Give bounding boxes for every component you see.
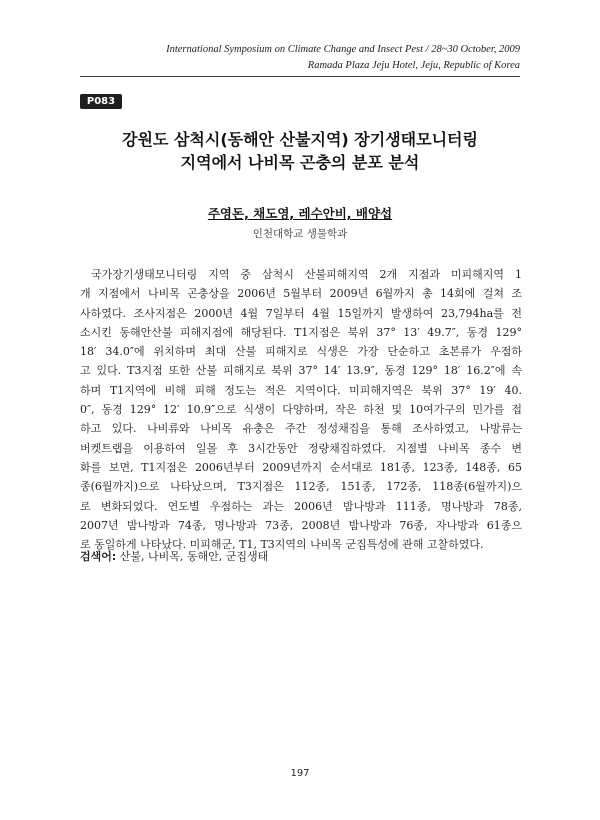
keywords — [80, 548, 268, 564]
abstract-line: 버켓트랩을 이용하여 일몰 후 3시간동안 정량채집하였다. 지점별 나비목 종수 변 — [80, 441, 522, 455]
abstract-line: 고 있다. T3지점 또한 산불 피해지로 북위 37° 14′ 13.9″, 동경 129° 18′ 16.2″에 속 — [80, 364, 522, 378]
abstract-line: 종(6월까지)으로 나타났으며, T3지점은 112종, 151종, 172종, 118종(6월까지)으 — [80, 480, 522, 494]
paper-title-line-1: 강원도 삼척시(동해안 산불지역) 장기생태모니터링 — [122, 130, 478, 149]
venue-header: Ramada Plaza Jeju Hotel, Jeju, Republic of Korea — [307, 60, 520, 71]
abstract-line: 사하였다. 조사지점은 2000년 4월 7일부터 4월 15일까지 발생하여 23,794ha를 전 — [80, 306, 522, 320]
keywords-text: 산불, 나비목, 동해안, 군집생태 — [119, 550, 269, 563]
conference-header: International Symposium on Climate Change and Insect Pest / 28~30 October, 2009 — [166, 44, 520, 55]
header-rule — [80, 76, 520, 77]
abstract-line: 2007년 밤나방과 74종, 명나방과 73종, 2008년 밤나방과 76종, 자나방과 61종으 — [80, 518, 522, 532]
page-number: 197 — [290, 768, 310, 779]
paper-code-badge: P083 — [80, 94, 122, 109]
abstract-line: 개 지점에서 나비목 곤충상을 2006년 5월부터 2009년 6월까지 총 14회에 걸쳐 조 — [80, 287, 522, 301]
abstract-line: 소시킨 동해안산불 피해지점에 해당된다. T1지점은 북위 37° 13′ 49.7″, 동경 129° — [80, 325, 522, 339]
abstract-line: 하며 T1지역에 비해 피해 정도는 적은 지역이다. 미피해지역은 북위 37° 19′ 40. — [80, 383, 522, 397]
keywords-label: 검색어: — [80, 550, 117, 563]
abstract-line: 로 변화되었다. 연도별 우점하는 과는 2006년 밤나방과 111종, 명나방과 78종, — [80, 499, 522, 513]
author-list — [0, 204, 600, 222]
abstract-body — [80, 265, 522, 554]
affiliation: 인천대학교 생물학과 — [252, 228, 348, 240]
authors-text: 주영돈, 채도영, 레수안비, 배양섭 — [207, 206, 393, 221]
abstract-line: 화를 보면, T1지점은 2006년부터 2009년까지 순서대로 181종, 123종, 148종, 65 — [80, 460, 522, 474]
abstract-line: 18′ 34.0″에 위치하며 최대 산불 피해지로 식생은 가장 단순하고 초본류가 우점하 — [80, 345, 522, 359]
paper-title-line-2: 지역에서 나비목 곤충의 분포 분석 — [180, 153, 420, 172]
abstract-line: 국가장기생태모니터링 지역 중 삼척시 산불피해지역 2개 지점과 미피해지역 1 — [91, 268, 522, 281]
abstract-line: 0″, 동경 129° 12′ 10.9″으로 식생이 다양하며, 작은 하천 및 10여가구의 민가를 접 — [80, 403, 522, 417]
abstract-line: 로 동일하게 나타났다. 미피해군, T1, T3지역의 나비목 군집특성에 관해 고찰하였다. — [80, 538, 484, 552]
abstract-line: 하고 있다. 나비류와 나비목 유충은 주간 정성채집을 통해 조사하였고, 나방류는 — [80, 422, 522, 436]
